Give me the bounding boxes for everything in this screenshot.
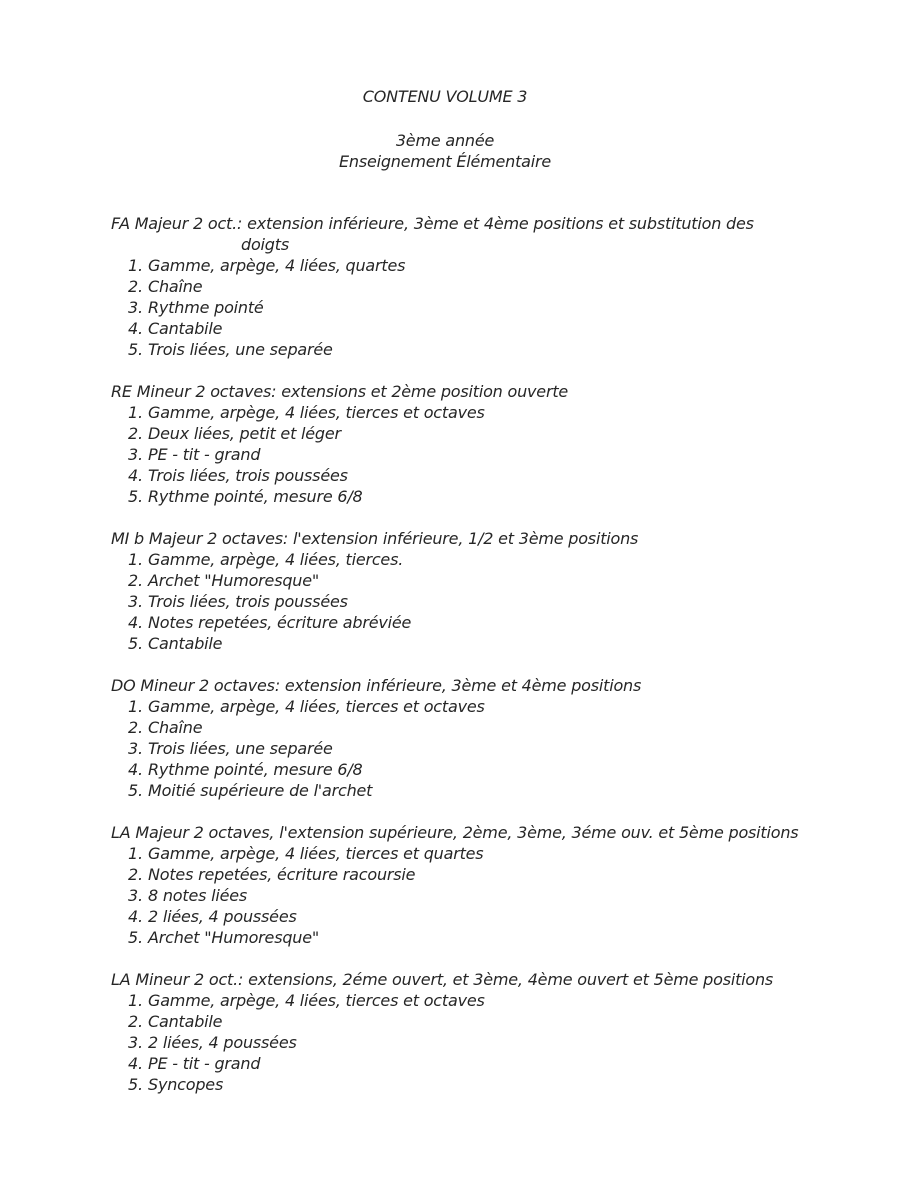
- item-number: 3.: [128, 298, 143, 317]
- list-item: [111, 717, 871, 738]
- item-text: Chaîne: [148, 718, 203, 737]
- list-item: [111, 759, 871, 780]
- item-number: 4.: [128, 760, 143, 779]
- list-item: [111, 1011, 871, 1032]
- item-text: Rythme pointé, mesure 6/8: [148, 487, 363, 506]
- list-item: [111, 570, 871, 591]
- list-item: [111, 906, 871, 927]
- list-item: [111, 549, 871, 570]
- exercise-list: [111, 255, 871, 360]
- item-number: 2.: [128, 424, 143, 443]
- section-re-mineur: [111, 381, 871, 507]
- item-text: Notes repetées, écriture racoursie: [148, 865, 416, 884]
- section-heading: DO Mineur 2 octaves: extension inférieure, 3ème et 4ème positions: [111, 676, 642, 695]
- item-number: 1.: [128, 844, 143, 863]
- item-number: 3.: [128, 1033, 143, 1052]
- list-item: [111, 990, 871, 1011]
- section-do-mineur: [111, 675, 871, 801]
- item-text: Cantabile: [148, 319, 223, 338]
- list-item: [111, 444, 871, 465]
- item-text: Archet "Humoresque": [148, 571, 320, 590]
- item-number: 5.: [128, 928, 143, 947]
- item-text: Gamme, arpège, 4 liées, tierces et octaves: [148, 991, 485, 1010]
- section-fa-majeur: [111, 213, 871, 360]
- item-text: Gamme, arpège, 4 liées, quartes: [148, 256, 406, 275]
- item-number: 3.: [128, 592, 143, 611]
- item-text: PE - tit - grand: [148, 445, 261, 464]
- document-title: CONTENU VOLUME 3: [362, 87, 528, 106]
- document-subtitle: [0, 130, 890, 172]
- item-number: 2.: [128, 865, 143, 884]
- exercise-list: [111, 549, 871, 654]
- item-number: 3.: [128, 886, 143, 905]
- item-text: Chaîne: [148, 277, 203, 296]
- list-item: [111, 738, 871, 759]
- exercise-list: [111, 990, 871, 1095]
- section-la-mineur: [111, 969, 871, 1095]
- item-text: Rythme pointé: [148, 298, 264, 317]
- exercise-list: [111, 696, 871, 801]
- item-number: 5.: [128, 487, 143, 506]
- item-number: 5.: [128, 781, 143, 800]
- item-number: 1.: [128, 991, 143, 1010]
- list-item: [111, 318, 871, 339]
- list-item: [111, 612, 871, 633]
- item-text: Trois liées, une separée: [148, 340, 333, 359]
- list-item: [111, 297, 871, 318]
- list-item: [111, 591, 871, 612]
- item-number: 1.: [128, 403, 143, 422]
- item-number: 4.: [128, 1054, 143, 1073]
- item-number: 3.: [128, 739, 143, 758]
- item-text: Gamme, arpège, 4 liées, tierces et octaves: [148, 697, 485, 716]
- exercise-list: [111, 402, 871, 507]
- list-item: [111, 1032, 871, 1053]
- list-item: [111, 864, 871, 885]
- section-heading: LA Mineur 2 oct.: extensions, 2éme ouvert, et 3ème, 4ème ouvert et 5ème positions: [111, 970, 774, 989]
- list-item: [111, 402, 871, 423]
- item-text: Trois liées, trois poussées: [148, 592, 348, 611]
- item-number: 4.: [128, 319, 143, 338]
- item-text: Cantabile: [148, 1012, 223, 1031]
- item-text: 2 liées, 4 poussées: [148, 1033, 297, 1052]
- item-text: Trois liées, trois poussées: [148, 466, 348, 485]
- list-item: [111, 633, 871, 654]
- item-text: Archet "Humoresque": [148, 928, 320, 947]
- item-number: 5.: [128, 1075, 143, 1094]
- section-heading-continuation: doigts: [241, 235, 289, 254]
- item-number: 2.: [128, 571, 143, 590]
- subtitle-level: Enseignement Élémentaire: [338, 152, 552, 171]
- list-item: [111, 780, 871, 801]
- section-heading: MI b Majeur 2 octaves: l'extension inférieure, 1/2 et 3ème positions: [111, 529, 639, 548]
- item-number: 2.: [128, 718, 143, 737]
- list-item: [111, 696, 871, 717]
- list-item: [111, 255, 871, 276]
- item-text: Trois liées, une separée: [148, 739, 333, 758]
- item-text: Notes repetées, écriture abréviée: [148, 613, 412, 632]
- list-item: [111, 486, 871, 507]
- section-heading: FA Majeur 2 oct.: extension inférieure, 3ème et 4ème positions et substitution des: [111, 214, 754, 233]
- list-item: [111, 885, 871, 906]
- list-item: [111, 276, 871, 297]
- item-text: 8 notes liées: [148, 886, 248, 905]
- item-text: Syncopes: [148, 1075, 224, 1094]
- section-mi-b-majeur: [111, 528, 871, 654]
- item-number: 3.: [128, 445, 143, 464]
- item-number: 2.: [128, 1012, 143, 1031]
- item-text: Gamme, arpège, 4 liées, tierces et octaves: [148, 403, 485, 422]
- item-number: 1.: [128, 550, 143, 569]
- list-item: [111, 927, 871, 948]
- section-heading: LA Majeur 2 octaves, l'extension supérieure, 2ème, 3ème, 3éme ouv. et 5ème positions: [111, 823, 799, 842]
- contents-list: [111, 213, 871, 1116]
- item-text: Gamme, arpège, 4 liées, tierces et quartes: [148, 844, 484, 863]
- item-number: 4.: [128, 907, 143, 926]
- list-item: [111, 423, 871, 444]
- item-text: Rythme pointé, mesure 6/8: [148, 760, 363, 779]
- section-heading: RE Mineur 2 octaves: extensions et 2ème position ouverte: [111, 382, 569, 401]
- item-number: 4.: [128, 466, 143, 485]
- exercise-list: [111, 843, 871, 948]
- list-item: [111, 1074, 871, 1095]
- item-number: 2.: [128, 277, 143, 296]
- list-item: [111, 339, 871, 360]
- list-item: [111, 843, 871, 864]
- item-number: 5.: [128, 634, 143, 653]
- list-item: [111, 1053, 871, 1074]
- item-number: 4.: [128, 613, 143, 632]
- list-item: [111, 465, 871, 486]
- item-number: 1.: [128, 697, 143, 716]
- item-text: PE - tit - grand: [148, 1054, 261, 1073]
- item-text: Moitié supérieure de l'archet: [148, 781, 373, 800]
- subtitle-year: 3ème année: [395, 131, 495, 150]
- item-number: 5.: [128, 340, 143, 359]
- section-la-majeur: [111, 822, 871, 948]
- item-text: 2 liées, 4 poussées: [148, 907, 297, 926]
- item-text: Deux liées, petit et léger: [148, 424, 341, 443]
- item-number: 1.: [128, 256, 143, 275]
- item-text: Gamme, arpège, 4 liées, tierces.: [148, 550, 404, 569]
- item-text: Cantabile: [148, 634, 223, 653]
